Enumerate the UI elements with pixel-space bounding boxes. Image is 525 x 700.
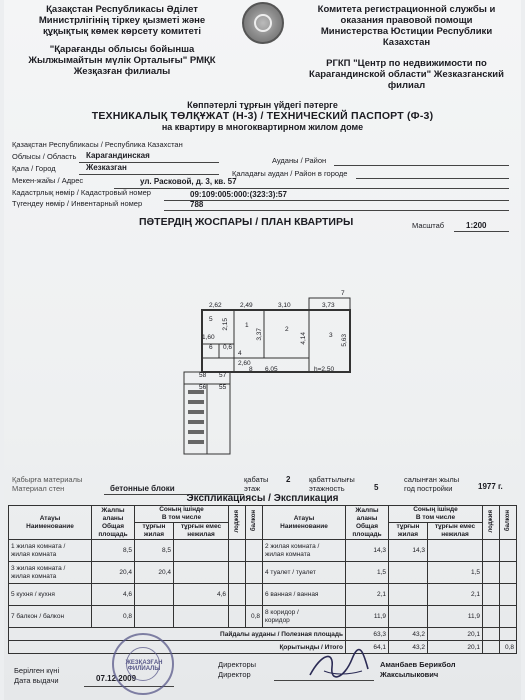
floors-value: 5: [374, 483, 379, 492]
cell-name: 4 туалет / туалет: [263, 562, 346, 584]
title-block: [4, 100, 521, 132]
year-label: салынған жылы год постройки: [404, 475, 460, 493]
header-left-line: Қазақстан Республикасы Әділет: [46, 4, 198, 15]
cell-living: 43,2: [389, 641, 428, 654]
col-balcony: балкон: [251, 510, 257, 532]
cell-living: 8,5: [135, 540, 174, 562]
plan-dim: 57: [219, 372, 227, 379]
table-row: [9, 606, 517, 628]
title-ru-sub: на квартиру в многоквартирном жилом доме: [161, 122, 364, 132]
cell-nonliving: [428, 540, 483, 562]
plan-dim: 2,49: [240, 302, 253, 309]
plan-dim: 3,37: [256, 328, 263, 341]
org-left: [12, 44, 232, 77]
cell-total: 14,3: [346, 540, 389, 562]
state-emblem-icon: [242, 2, 284, 44]
cell-total: 2,1: [346, 584, 389, 606]
org-left-line: "Қарағанды облысы бойынша: [49, 44, 195, 55]
cadastral-underline: [164, 200, 509, 201]
plan-dim: 0,6: [223, 344, 233, 351]
cell-nonliving: 4,6: [174, 584, 229, 606]
oblast-label: Облысы / Область: [12, 152, 77, 161]
plan-dim: 6,05: [265, 366, 278, 373]
city-district-underline: [356, 178, 509, 179]
header-right: [294, 4, 519, 48]
inventory-underline: [164, 210, 509, 211]
cell-living: [389, 584, 428, 606]
org-left-line: Жезқазған филиалы: [73, 66, 171, 77]
signature-icon: [304, 645, 374, 685]
cell-balcony: 0,8: [500, 641, 517, 654]
cell-nonliving: 20,1: [428, 628, 483, 641]
room-number: 4: [238, 350, 242, 357]
title-kz-sub: Көппәтерлі тұрғын үйдегі пәтерге: [187, 100, 338, 110]
cell-name: 6 ванная / ванная: [263, 584, 346, 606]
city-underline: [79, 174, 219, 175]
cell-name: 7 балкон / балкон: [9, 606, 92, 628]
plan-dim: 3,73: [322, 302, 335, 309]
plan-dim: 3,10: [278, 302, 291, 309]
plan-dim: 2,62: [209, 302, 222, 309]
room-number: 5: [209, 316, 213, 323]
cell-loggia: [229, 584, 246, 606]
cell-living: [135, 606, 174, 628]
date-label-kz: Берілген күні: [14, 666, 60, 675]
table-row: [9, 562, 517, 584]
stamp-text: ЖЕЗҚАЗҒАН ФИЛИАЛЫ: [125, 660, 163, 672]
date-label-ru: Дата выдачи: [14, 676, 59, 685]
col-nonliving: тұрғын емес нежилая: [174, 523, 229, 540]
cell-name: 2 жилая комната / жилая комната: [263, 540, 346, 562]
total-label: Қорытынды / Итого: [9, 641, 346, 654]
plan-dim: 4,14: [300, 332, 307, 345]
plan-dim: 1,60: [202, 334, 215, 341]
cell-living: 20,4: [135, 562, 174, 584]
cell-nonliving: 2,1: [428, 584, 483, 606]
total-row: [9, 641, 517, 654]
district-underline: [334, 165, 509, 166]
cell-loggia: [483, 628, 500, 641]
header-right-line: Комитета регистрационной службы и: [317, 4, 496, 15]
year-value: 1977 г.: [478, 482, 503, 491]
wall-material-value: бетонные блоки: [110, 484, 175, 493]
cell-balcony: [500, 628, 517, 641]
plan-dim: 5,63: [341, 334, 348, 347]
cell-balcony: [500, 540, 517, 562]
cell-loggia: [229, 562, 246, 584]
plan-dim: h=2,50: [314, 366, 335, 373]
address-value: ул. Расковой, д. 3, кв. 57: [140, 177, 237, 186]
useful-area-row: [9, 628, 517, 641]
cadastral-value: 09:109:005:000:(323:3):57: [190, 190, 287, 199]
col-loggia: лоджия: [234, 509, 240, 533]
plan-dim: 7: [341, 290, 345, 297]
country-line: Қазақстан Республикасы / Республика Казахстан: [12, 140, 183, 149]
director-label-ru: Директор: [218, 670, 251, 679]
signature-underline: [274, 680, 374, 681]
useful-area-label: Пайдалы ауданы / Полезная площадь: [9, 628, 346, 641]
col-name: Атауы Наименование: [263, 506, 346, 540]
cell-balcony: 0,8: [246, 606, 263, 628]
header-right-line: Казахстан: [382, 37, 431, 48]
scale-label: Масштаб: [412, 221, 445, 230]
cell-total: 8,5: [92, 540, 135, 562]
city-label: Қала / Город: [12, 164, 56, 173]
cell-loggia: [483, 606, 500, 628]
cell-living: [389, 562, 428, 584]
header-left: [12, 4, 232, 37]
cell-nonliving: 1,5: [428, 562, 483, 584]
col-living: тұрғын жилая: [135, 523, 174, 540]
address-underline: [114, 188, 509, 189]
cell-total: 64,1: [346, 641, 389, 654]
cell-balcony: [246, 584, 263, 606]
table-row: [9, 584, 517, 606]
cell-total: 0,8: [92, 606, 135, 628]
col-nonliving: тұрғын емес нежилая: [428, 523, 483, 540]
room-number: 6: [209, 344, 213, 351]
cell-total: 20,4: [92, 562, 135, 584]
scale-underline: [454, 231, 509, 232]
col-living: тұрғын жилая: [389, 523, 428, 540]
col-incl: Соның ішінде В том числе: [135, 506, 229, 523]
header-left-line: Министрлігінің тіркеу қызметі және: [38, 15, 206, 26]
cell-loggia: [229, 606, 246, 628]
col-total: Жалпы аланы Общая площадь: [346, 506, 389, 540]
room-number: 1: [245, 322, 249, 329]
cell-name: 3 жилая комната / жилая комната: [9, 562, 92, 584]
director-name: Аманбаев Берикбол Жаксылыкович: [380, 660, 456, 679]
cell-loggia: [483, 562, 500, 584]
cell-loggia: [483, 584, 500, 606]
cell-nonliving: 11,9: [428, 606, 483, 628]
cell-balcony: [246, 540, 263, 562]
floor-label: қабаты этаж: [244, 475, 269, 493]
title-main: ТЕХНИКАЛЫҚ ТӨЛҚҰЖАТ (Н-3) / ТЕХНИЧЕСКИЙ ПАСПОРТ (Ф-3): [91, 110, 434, 122]
explication-table: [8, 505, 517, 654]
cadastral-label: Кадастрлық нөмір / Кадастровый номер: [12, 188, 151, 197]
org-left-line: Жылжымайтын мүлік Орталығы" РМҚК: [28, 55, 216, 66]
org-right: [294, 58, 519, 91]
plan-dim: 56: [199, 384, 207, 391]
col-incl: Соның ішінде В том числе: [389, 506, 483, 523]
cell-living: [135, 584, 174, 606]
scale-value: 1:200: [466, 221, 487, 230]
room-number: 2: [285, 326, 289, 333]
org-right-line: РГКП "Центр по недвижимости по: [326, 58, 487, 69]
explication-title: Экспликациясы / Экспликация: [186, 493, 339, 504]
col-balcony: балкон: [505, 510, 511, 532]
cell-nonliving: 20,1: [428, 641, 483, 654]
header-left-line: құқықтық көмек көрсету комитеті: [43, 26, 201, 37]
header-right-line: оказания правовой помощи: [340, 15, 473, 26]
cell-balcony: [500, 584, 517, 606]
org-right-line: Карагандинской области" Жезказганский: [309, 69, 504, 80]
header-right-line: Министерства Юстиции Республики: [320, 26, 493, 37]
cell-balcony: [246, 562, 263, 584]
cell-living: 14,3: [389, 540, 428, 562]
director-label-kz: Директоры: [218, 660, 257, 669]
plan-dim: 2,15: [222, 318, 229, 331]
floors-label: қабаттылығы этажность: [309, 475, 355, 493]
district-label: Ауданы / Район: [272, 156, 327, 165]
room-number: 3: [329, 332, 333, 339]
cell-total: 11,9: [346, 606, 389, 628]
cell-total: 63,3: [346, 628, 389, 641]
cell-loggia: [483, 540, 500, 562]
room-number: 8: [249, 366, 253, 373]
wall-material-label: Қабырға материалы Материал стен: [12, 475, 83, 493]
address-label: Мекен-жайы / Адрес: [12, 176, 84, 185]
cell-loggia: [483, 641, 500, 654]
plan-title: ПӘТЕРДІҢ ЖОСПАРЫ / ПЛАН КВАРТИРЫ: [139, 216, 354, 228]
city-district-label: Қаладағы аудан / Район в городе: [232, 169, 348, 178]
cell-nonliving: [174, 562, 229, 584]
col-total: Жалпы аланы Общая площадь: [92, 506, 135, 540]
col-loggia: лоджия: [488, 509, 494, 533]
passport-page: [4, 0, 521, 700]
cell-nonliving: [174, 540, 229, 562]
plan-dim: 58: [199, 372, 207, 379]
cell-name: 1 жилая комната / жилая комната: [9, 540, 92, 562]
table-row: [9, 540, 517, 562]
org-right-line: филиал: [387, 80, 426, 91]
cell-name: 5 кухня / кухня: [9, 584, 92, 606]
cell-total: 4,6: [92, 584, 135, 606]
oblast-value: Карагандинская: [86, 151, 150, 160]
floor-value: 2: [286, 475, 291, 484]
cell-living: [389, 606, 428, 628]
inventory-label: Түгендеу нөмір / Инвентарный номер: [12, 199, 143, 208]
cell-living: 43,2: [389, 628, 428, 641]
inventory-value: 788: [190, 200, 204, 209]
city-value: Жезказган: [86, 163, 127, 172]
cell-total: 1,5: [346, 562, 389, 584]
cell-loggia: [229, 540, 246, 562]
plan-dim: 2,60: [238, 360, 251, 367]
cell-balcony: [500, 606, 517, 628]
cell-nonliving: [174, 606, 229, 628]
col-name: Атауы Наименование: [9, 506, 92, 540]
date-value: 07.12.2009: [96, 674, 137, 683]
plan-dim: 55: [219, 384, 227, 391]
cell-name: 8 коридор / коридор: [263, 606, 346, 628]
cell-balcony: [500, 562, 517, 584]
